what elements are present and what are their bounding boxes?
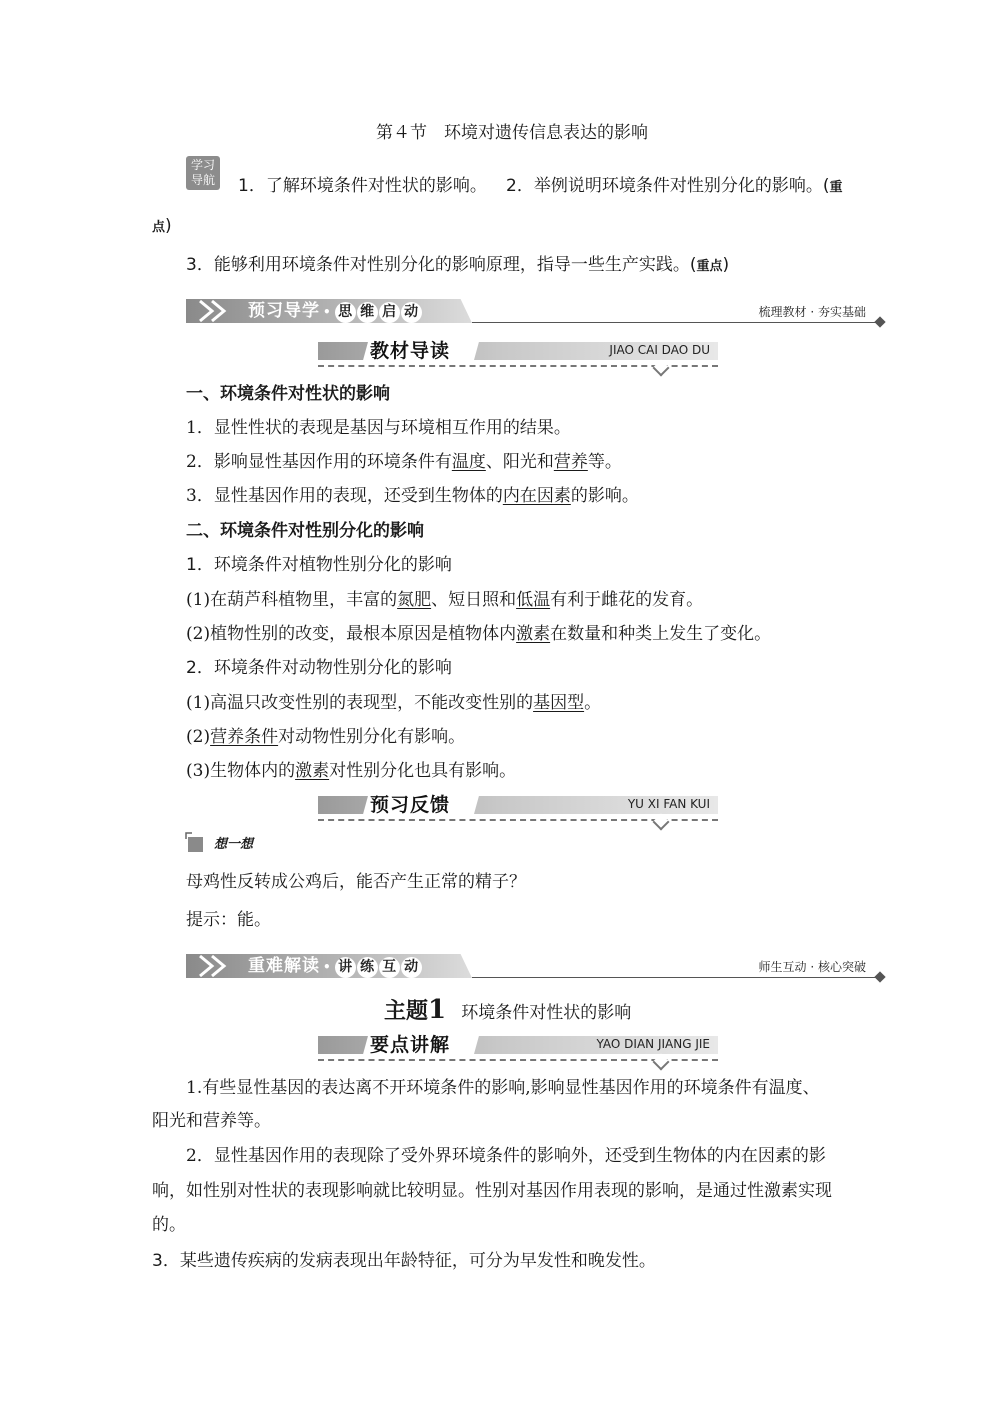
banner-circle-char: 练 bbox=[357, 957, 378, 978]
banner-title bbox=[248, 954, 423, 978]
answer-blank: 基因型 bbox=[533, 693, 585, 713]
nav-objective-2-cont bbox=[152, 214, 172, 240]
paragraph bbox=[186, 759, 516, 783]
paragraph bbox=[186, 691, 601, 715]
text: (3)生物体内的 bbox=[186, 761, 296, 781]
subheader-pinyin: YAO DIAN JIANG JIE bbox=[596, 1037, 710, 1051]
text: 2．影响显性基因作用的环境条件有 bbox=[186, 452, 452, 472]
page-title: 第４节 环境对遗传信息表达的影响 bbox=[376, 123, 648, 143]
answer-blank: 激素 bbox=[516, 624, 551, 644]
text: 在数量和种类上发生了变化。 bbox=[550, 624, 772, 644]
banner-rule bbox=[472, 977, 878, 978]
text: (2)植物性别的改变，最根本原因是植物体内 bbox=[186, 624, 517, 644]
subheader-label: 预习反馈 bbox=[370, 794, 451, 816]
text: 对动物性别分化有影响。 bbox=[278, 727, 466, 747]
point-1-line-1: 1.有些显性基因的表达离不开环境条件的影响,影响显性基因作用的环境条件有温度、 bbox=[186, 1078, 820, 1098]
text: (1)高温只改变性别的表现型，不能改变性别的 bbox=[186, 693, 534, 713]
answer-blank: 内在因素 bbox=[502, 486, 571, 506]
think-question: 母鸡性反转成公鸡后，能否产生正常的精子？ bbox=[186, 872, 526, 892]
section-banner-preview bbox=[186, 297, 886, 327]
heading-2: 二、环境条件对性别分化的影响 bbox=[186, 521, 424, 541]
topic-number: 1 bbox=[428, 995, 447, 1025]
subheader-key-explanation bbox=[318, 1032, 718, 1064]
down-pointer-icon bbox=[653, 814, 670, 831]
banner-circle-char: 维 bbox=[357, 302, 378, 323]
banner-title bbox=[248, 299, 423, 323]
close-paren: ) bbox=[722, 255, 730, 275]
topic-title: 环境条件对性状的影响 bbox=[461, 1003, 632, 1023]
text: 等。 bbox=[587, 452, 622, 472]
key-point-tag-3: 重点 bbox=[696, 259, 723, 274]
answer-blank: 激素 bbox=[295, 761, 330, 781]
point-2-line-1: 2．显性基因作用的表现除了受外界环境条件的影响外，还受到生物体的内在因素的影 bbox=[186, 1146, 826, 1166]
banner-circle-char: 启 bbox=[379, 302, 400, 323]
text: (2) bbox=[186, 727, 211, 747]
subheader-pinyin: JIAO CAI DAO DU bbox=[609, 343, 710, 357]
text: 、阳光和 bbox=[485, 452, 554, 472]
text: (1)在葫芦科植物里，丰富的 bbox=[186, 590, 398, 610]
banner-title-text: 预习导学 bbox=[248, 301, 320, 321]
answer-blank: 氮肥 bbox=[397, 590, 432, 610]
subheader-pinyin: YU XI FAN KUI bbox=[627, 797, 710, 811]
diamond-icon bbox=[874, 316, 885, 327]
think-label: 想一想 bbox=[214, 837, 254, 852]
banner-circle-char: 动 bbox=[401, 302, 422, 323]
subheader-textbook-guide bbox=[318, 338, 718, 370]
text: 的影响。 bbox=[570, 486, 639, 506]
nav-objective-2-text: 2．举例说明环境条件对性别分化的影响。( bbox=[506, 176, 830, 196]
answer-blank: 营养条件 bbox=[210, 727, 279, 747]
section-banner-key-points bbox=[186, 952, 886, 982]
nav-objective-3-text: 3．能够利用环境条件对性别分化的影响原理，指导一些生产实践。( bbox=[186, 255, 697, 275]
banner-title-text: 重难解读 bbox=[248, 956, 320, 976]
point-2-line-3: 的。 bbox=[152, 1215, 186, 1235]
double-chevron-icon bbox=[196, 299, 236, 323]
text: 3．显性基因作用的表现，还受到生物体的 bbox=[186, 486, 503, 506]
answer-blank: 低温 bbox=[516, 590, 551, 610]
double-chevron-icon bbox=[196, 954, 236, 978]
banner-circle-char: 互 bbox=[379, 957, 400, 978]
badge-line-2: 导航 bbox=[190, 173, 215, 187]
paragraph: 1．显性性状的表现是基因与环境相互作用的结果。 bbox=[186, 418, 571, 438]
text: 、短日照和 bbox=[431, 590, 517, 610]
text: 有利于雌花的发育。 bbox=[550, 590, 704, 610]
text: 对性别分化也具有影响。 bbox=[329, 761, 517, 781]
close-paren: ) bbox=[165, 216, 172, 236]
paragraph bbox=[186, 450, 622, 474]
think-answer: 提示：能。 bbox=[186, 910, 271, 930]
down-pointer-icon bbox=[653, 1054, 670, 1071]
banner-right-label: 梳理教材 · 夯实基础 bbox=[758, 305, 866, 319]
banner-dot: • bbox=[323, 960, 332, 974]
answer-blank: 温度 bbox=[451, 452, 486, 472]
diamond-icon bbox=[874, 971, 885, 982]
banner-rule bbox=[472, 322, 878, 323]
heading-1: 一、环境条件对性状的影响 bbox=[186, 384, 390, 404]
learning-nav-badge bbox=[186, 156, 220, 190]
badge-line-1: 学习 bbox=[190, 158, 215, 172]
answer-blank: 营养 bbox=[553, 452, 588, 472]
subheading: 1．环境条件对植物性别分化的影响 bbox=[186, 555, 452, 575]
nav-objective-1: 1．了解环境条件对性状的影响。 bbox=[238, 176, 487, 196]
banner-circle-char: 思 bbox=[335, 302, 356, 323]
subheading: 2．环境条件对动物性别分化的影响 bbox=[186, 658, 452, 678]
subheader-label: 教材导读 bbox=[370, 340, 451, 362]
nav-objective-3 bbox=[186, 253, 729, 279]
subheader-preview-feedback bbox=[318, 792, 718, 824]
banner-dot: • bbox=[323, 305, 332, 319]
topic-heading bbox=[384, 994, 631, 1025]
nav-objective-2 bbox=[506, 174, 842, 200]
text: 。 bbox=[584, 693, 602, 713]
key-point-tag-1: 重 bbox=[829, 180, 843, 195]
point-3: 3．某些遗传疾病的发病表现出年龄特征，可分为早发性和晚发性。 bbox=[152, 1251, 656, 1271]
point-1-line-2: 阳光和营养等。 bbox=[152, 1111, 271, 1131]
banner-circle-char: 动 bbox=[401, 957, 422, 978]
paragraph bbox=[186, 588, 703, 612]
paragraph bbox=[186, 484, 639, 508]
corner-mark-icon bbox=[185, 832, 193, 840]
down-pointer-icon bbox=[653, 360, 670, 377]
key-point-tag-2: 点 bbox=[152, 220, 166, 235]
topic-label: 主题 bbox=[384, 999, 429, 1024]
paragraph bbox=[186, 725, 465, 749]
subheader-label: 要点讲解 bbox=[370, 1034, 451, 1056]
paragraph bbox=[186, 622, 771, 646]
point-2-line-2: 响，如性别对性状的表现影响就比较明显。性别对基因作用表现的影响，是通过性激素实现 bbox=[152, 1181, 832, 1201]
banner-right-label: 师生互动 · 核心突破 bbox=[758, 960, 866, 974]
banner-circle-char: 讲 bbox=[335, 957, 356, 978]
